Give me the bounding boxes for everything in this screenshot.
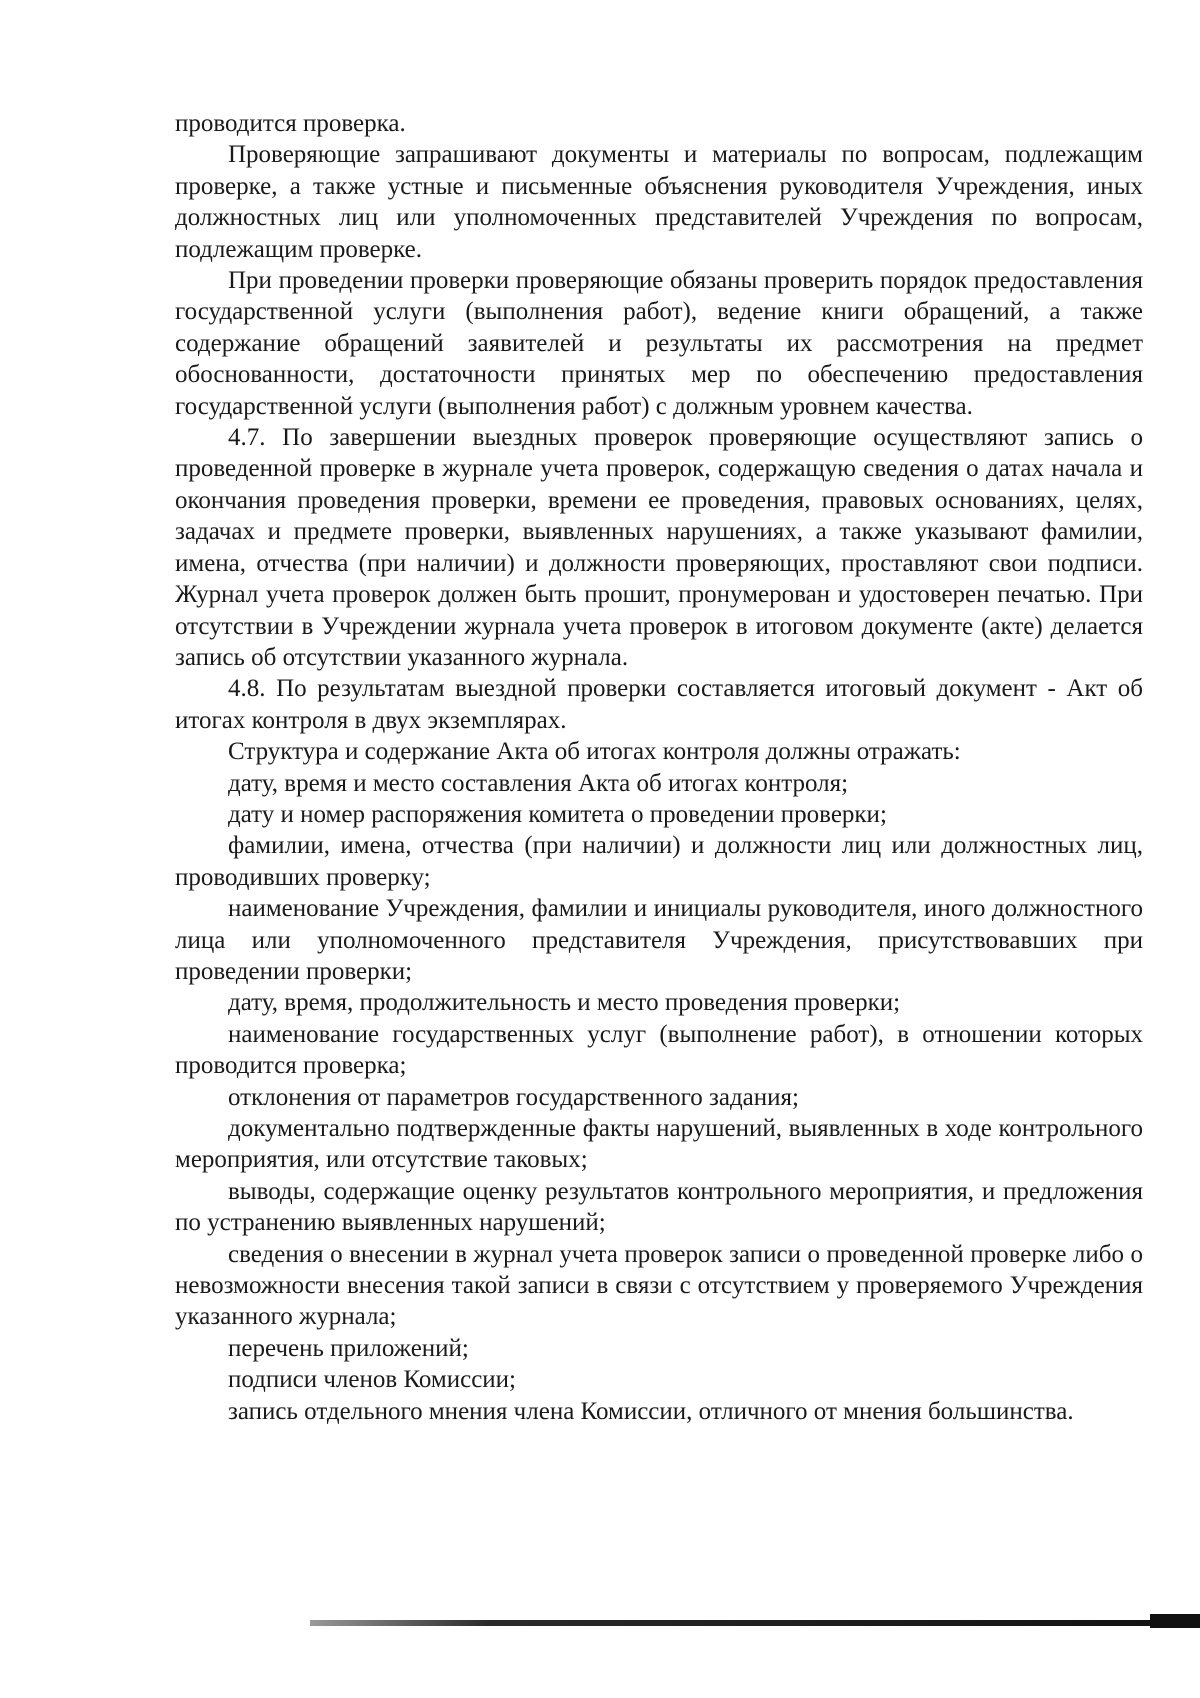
list-item: отклонения от параметров государственного задания; — [228, 1083, 799, 1111]
paragraph-section-4-7: 4.7. По завершении выездных проверок проверяющие осуществляют запись о проведенной проверке в журнале учета проверок, содержащую сведения о датах начала и окончания проведения проверки, времени ее проведения, правовых основаниях, целях, задачах и предмете проверки, выявленных нарушениях, а также указывают фамилии, имена, отчества (при наличии) и должности проверяющих, проставляют свои подписи. Журнал учета проверок должен быть прошит, пронумерован и удостоверен печатью. При отсутствии в Учреждении журнала учета проверок в итоговом документе (акте) делается запись об отсутствии указанного журнала. — [175, 424, 1143, 671]
paragraph-section-4-8: 4.8. По результатам выездной проверки составляется итоговый документ - Акт об итогах контроля в двух экземплярах. — [175, 675, 1143, 734]
paragraph-inspection-duties: При проведении проверки проверяющие обязаны проверить порядок предоставления государственной услуги (выполнения работ), ведение книги обращений, а также содержание обращений заявителей и результаты их рассмотрения на предмет обоснованности, достаточности принятых мер по обеспечению предоставления государственной услуги (выполнения работ) с должным уровнем качества. — [175, 267, 1143, 420]
paragraph-continuation: проводится проверка. — [175, 110, 406, 137]
scan-edge-line — [310, 1620, 1200, 1626]
list-item: документально подтвержденные факты нарушений, выявленных в ходе контрольного мероприятия, или отсутствие таковых; — [175, 1115, 1143, 1174]
list-item: выводы, содержащие оценку результатов контрольного мероприятия, и предложения по устранению выявленных нарушений; — [175, 1177, 1143, 1237]
list-item: фамилии, имена, отчества (при наличии) и должности лиц или должностных лиц, проводивших проверку; — [175, 832, 1143, 891]
list-item: наименование Учреждения, фамилии и инициалы руководителя, иного должностного лица или уполномоченного представителя Учреждения, присутствовавших при проведении проверки; — [175, 895, 1143, 985]
list-item: дату, время и место составления Акта об итогах контроля; — [228, 769, 849, 797]
scan-edge-mark — [1150, 1614, 1200, 1628]
list-item: наименование государственных услуг (выполнение работ), в отношении которых проводится проверка; — [175, 1020, 1143, 1080]
paragraph-document-request: Проверяющие запрашивают документы и материалы по вопросам, подлежащим проверке, а также устные и письменные объяснения руководителя Учреждения, иных должностных лиц или уполномоченных представителей Учреждения по вопросам, подлежащим проверке. — [175, 141, 1143, 263]
list-item: сведения о внесении в журнал учета проверок записи о проведенной проверке либо о невозможности внесения такой записи в связи с отсутствием у проверяемого Учреждения указанного журнала; — [175, 1240, 1143, 1331]
list-item: дату и номер распоряжения комитета о проведении проверки; — [228, 800, 887, 828]
list-item: дату, время, продолжительность и место проведения проверки; — [228, 989, 901, 1017]
list-item: запись отдельного мнения члена Комиссии, отличного от мнения большинства. — [228, 1397, 1074, 1425]
document-body — [175, 108, 1143, 1427]
list-item: подписи членов Комиссии; — [228, 1366, 516, 1394]
list-item: перечень приложений; — [228, 1334, 469, 1362]
paragraph-act-structure: Структура и содержание Акта об итогах контроля должны отражать: — [228, 738, 961, 766]
